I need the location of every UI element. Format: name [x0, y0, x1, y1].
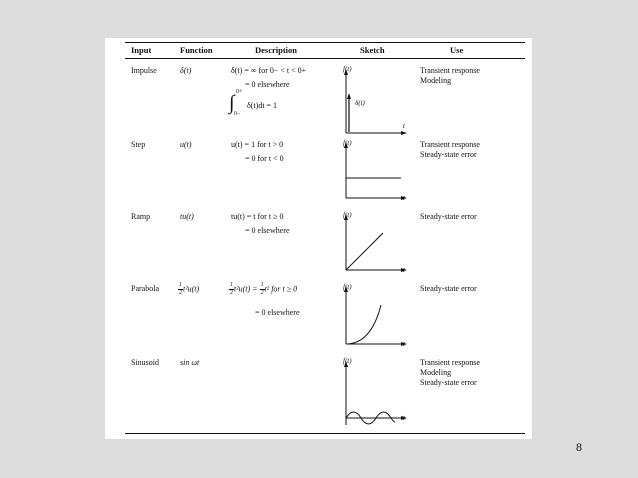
sinusoid-sketch-xlabel: t — [403, 414, 405, 422]
parabola-desc-fraction-2: $\frac{1}{2}$ — [260, 282, 264, 296]
row-step-use-1: Transient response — [420, 140, 480, 149]
header-function: Function — [180, 45, 213, 55]
slide-page — [105, 38, 532, 439]
row-parabola-desc-line1: $\frac{1}{2}$ t²u(t) = $\frac{1}{2}$ t² for t ≥ 0 — [230, 282, 298, 296]
row-impulse-desc-line2: = 0 elsewhere — [245, 80, 290, 89]
row-sinusoid-use-1: Transient response — [420, 358, 480, 367]
slide-number: 8 — [576, 440, 582, 454]
step-sketch-xlabel: t — [403, 194, 405, 202]
impulse-sketch-curve-label: δ(t) — [355, 99, 365, 107]
row-parabola-desc-line3: = 0 elsewhere — [255, 308, 300, 317]
integral-sign: ∫ — [229, 92, 235, 114]
row-sinusoid-use-3: Steady-state error — [420, 378, 477, 387]
step-sketch-ylabel: f(t) — [343, 139, 352, 147]
parabola-sketch — [341, 285, 411, 347]
integral-upper-limit: 0+ — [236, 89, 243, 95]
ramp-sketch-xlabel: t — [403, 266, 405, 274]
row-parabola-use-1: Steady-state error — [420, 284, 477, 293]
sinusoid-sketch — [341, 360, 411, 428]
impulse-sketch-ylabel: f(t) — [343, 65, 352, 73]
parabola-desc-fraction-1: $\frac{1}{2}$ — [230, 282, 233, 296]
row-sinusoid-input: Sinusoid — [131, 358, 160, 367]
row-impulse-use-1: Transient response — [420, 66, 480, 75]
parabola-function-fraction: $\frac{1}{2}$ — [179, 282, 182, 296]
parabola-sketch-xlabel: t — [403, 340, 405, 348]
row-sinusoid-use-2: Modeling — [420, 368, 452, 377]
header-description: Description — [255, 45, 298, 55]
sinusoid-sketch-ylabel: f(t) — [343, 357, 352, 365]
table-top-rule — [125, 42, 525, 43]
row-step-desc-line1: u(t) = 1 for t > 0 — [231, 140, 284, 149]
row-impulse-desc-line3: δ(t)dt = 1 — [247, 101, 278, 110]
row-step-input: Step — [131, 140, 146, 149]
table-bottom-rule — [125, 433, 525, 434]
row-impulse-input: Impulse — [131, 66, 157, 75]
row-step-use-2: Steady-state error — [420, 150, 477, 159]
step-sketch — [341, 141, 411, 201]
row-step-desc-line2: = 0 for t < 0 — [245, 154, 284, 163]
ramp-sketch-ylabel: f(t) — [343, 211, 352, 219]
row-ramp-desc-line1: tu(t) = t for t ≥ 0 — [231, 212, 284, 221]
row-impulse-function: δ(t) — [180, 66, 192, 75]
impulse-sketch-xlabel: t — [403, 122, 405, 130]
row-ramp-use-1: Steady-state error — [420, 212, 477, 221]
parabola-sketch-ylabel: f(t) — [343, 283, 352, 291]
row-ramp-desc-line2: = 0 elsewhere — [245, 226, 290, 235]
row-ramp-input: Ramp — [131, 212, 151, 221]
header-sketch: Sketch — [360, 45, 385, 55]
header-input: Input — [131, 45, 152, 55]
table-header-rule — [125, 58, 525, 59]
row-impulse-desc-line1: δ(t) = ∞ for 0− < t < 0+ — [231, 66, 307, 75]
impulse-sketch — [341, 68, 411, 136]
ramp-sketch — [341, 213, 411, 273]
row-step-function: u(t) — [180, 140, 192, 149]
integral-lower-limit: 0− — [234, 111, 241, 117]
row-ramp-function: tu(t) — [180, 212, 194, 221]
row-sinusoid-function: sin ωt — [180, 358, 200, 367]
row-parabola-input: Parabola — [131, 284, 159, 293]
row-impulse-use-2: Modeling — [420, 76, 452, 85]
header-use: Use — [450, 45, 464, 55]
row-parabola-function: $\frac{1}{2}$ t²u(t) — [179, 282, 200, 296]
